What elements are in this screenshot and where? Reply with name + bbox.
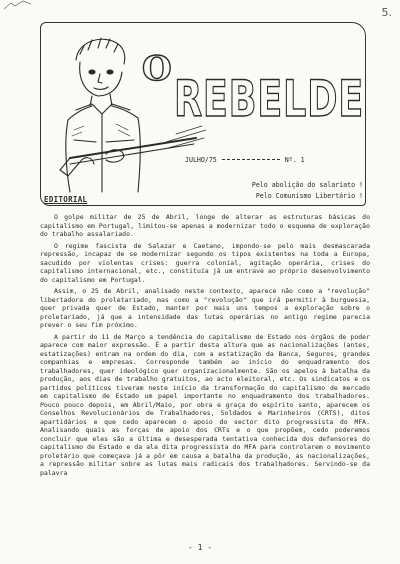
slogan-line: Pelo Comunismo Libertário ! (255, 192, 363, 200)
paragraph: Assim, o 25 de Abril, analisado neste contexto, aparece não como a "revolução" libertadora do proletariado, mas como a "revolução" que irá permitir à burguesia, quer privada quer de Estado, manter por mais uns tempos a exploração sobre o proletariado, já que a intensidade das lutas operárias no antigo regime parecia prever o seu fim próximo. (40, 287, 370, 329)
o-rebelde-logo (140, 44, 366, 124)
slogan-line: Pelo abolição do salariato ! (251, 181, 363, 189)
paragraph: O regime fascista de Salazar e Caetano, impondo-se pelo mais desmascarada repressão, incapaz de se modernizar segundo os tipos existentes na toda a Europa, sacudido por violentas crises: guerra colonial, agitação operária, crises do capitalismo internacional, etc., constituía já um entrave ao próprio desenvolvimento do capitalismo em Portugal. (40, 241, 370, 284)
issue-date: JULHO/75 (185, 156, 217, 164)
pen-scrawl-mark (3, 0, 33, 10)
dashed-separator (222, 159, 280, 160)
svg-text:REBELDE: REBELDE (174, 70, 364, 124)
section-label: EDITORIAL (44, 195, 88, 204)
paragraph: O golpe militar de 25 de Abril, longe de alterar as estruturas básicas do capitalismo em Portugal, limitou-se apenas a modernizar todo o esquema de exploração do trabalho assalariado. (40, 213, 370, 238)
issue-line (185, 156, 325, 164)
issue-number: Nº. 1 (284, 156, 305, 164)
page-number: - 1 - (187, 543, 213, 552)
paragraph: A partir do 11 de Março a tendência do capitalismo de Estado nos órgãos de poder aparece com maior expressão. É a partir desta altura que as nacionalizações (antes, estatizações) entram na ordem do dia, com a estatização da Banca, Seguros, grandes companhias e empresas. Corresponde também ao início do enquadramento dos trabalhadores, quer ideológico quer organizacionalmente. São os apelos à batalha da produção, aos dias de trabalho gratuitos, ao acto eleitoral, etc. Os sindicatos e os partidos políticos tiveram neste início da transformação do capitalismo de mercado em capitalismo de Estado um papel importante no enquadramento dos trabalhadores. Pouco pouco depois, em Abril/Maio, por obra e graça do espírito santo, aparecem os Conselhos Revolucionários de Trabalhadores, Soldados e Marinheiros (CRTS), ditos apartidários e que cedo aparecem o apoio do sector dito progressista do MFA. Analisando quais as forças de apoio dos CRTs e o que propõem, cedo poderemos concluir que eles são a última e desesperada tentativa conhecida dos defensores do capitalismo de Estado e da ala dita progressista do MFA para controlarem o movimento proletário que começava já a pôr em causa a batalha da produção, as nacionalizações, a repressão militar sobre as lutas mais radicais dos trabalhadores. Servindo-se da palavra (40, 332, 370, 477)
editorial-body (40, 213, 370, 480)
slogans (188, 180, 363, 202)
svg-text:O: O (142, 49, 172, 89)
corner-mark: 5. (381, 6, 392, 19)
